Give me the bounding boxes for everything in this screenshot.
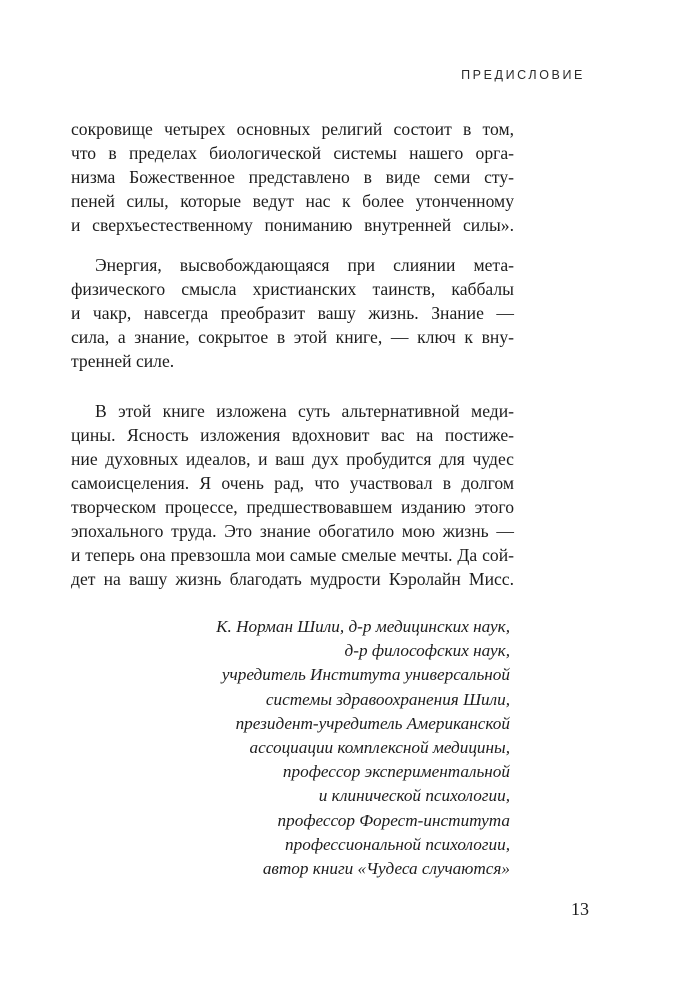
- text-line: эпохального труда. Это знание обогатило мою жизнь —: [71, 521, 514, 541]
- text-line: тренней силе.: [71, 351, 175, 371]
- signature-line: ассоциации комплексной медицины,: [249, 738, 510, 758]
- text-line: творческом процессе, предшествовавшем изданию этого: [71, 497, 514, 517]
- text-line: низма Божественное представлено в виде семи сту-: [71, 167, 514, 187]
- paragraph-3: [71, 399, 514, 591]
- text-line: дет на вашу жизнь благодать мудрости Кэролайн Мисс.: [71, 569, 514, 589]
- signature-line: учредитель Института универсальной: [221, 665, 510, 685]
- signature-line: профессор экспериментальной: [282, 762, 510, 782]
- signature-line: и клинической психологии,: [318, 786, 510, 806]
- text-line: сила, а знание, сокрытое в этой книге, — ключ к вну-: [71, 327, 514, 347]
- text-line: и чакр, навсегда преобразит вашу жизнь. Знание —: [71, 303, 514, 323]
- text-line: пеней силы, которые ведут нас к более утонченному: [71, 191, 514, 211]
- signature-line: автор книги «Чудеса случаются»: [262, 859, 510, 879]
- text-line: самоисцеления. Я очень рад, что участвовал в долгом: [71, 473, 514, 493]
- signature-line: профессор Форест-института: [277, 810, 510, 830]
- paragraph-1: [71, 117, 514, 237]
- signature-line: К. Норман Шили, д-р медицинских наук,: [216, 617, 510, 636]
- text-line: что в пределах биологической системы нашего орга-: [71, 143, 514, 163]
- signature-line: президент-учредитель Американской: [235, 713, 510, 733]
- page-number: 13: [571, 899, 589, 919]
- text-line: цины. Ясность изложения вдохновит вас на постиже-: [71, 425, 514, 445]
- signature-line: системы здравоохранения Шили,: [265, 689, 510, 709]
- text-line: В этой книге изложена суть альтернативной меди-: [95, 401, 514, 421]
- running-head: ПРЕДИСЛОВИЕ: [461, 68, 585, 82]
- text-line: и сверхъестественному пониманию внутренней силы».: [71, 215, 514, 235]
- signature-line: д-р философских наук,: [344, 641, 510, 661]
- text-line: и теперь она превзошла мои самые смелые мечты. Да сой-: [71, 545, 514, 565]
- text-line: ние духовных идеалов, и ваш дух пробудится для чудес: [71, 449, 514, 469]
- signature-block: [216, 615, 510, 881]
- text-line: Энергия, высвобождающаяся при слиянии мета-: [95, 255, 514, 275]
- text-line: физического смысла христианских таинств, каббалы: [71, 279, 514, 299]
- paragraph-2: [71, 253, 514, 373]
- signature-line: профессиональной психологии,: [285, 834, 510, 854]
- text-line: сокровище четырех основных религий состоит в том,: [71, 119, 514, 139]
